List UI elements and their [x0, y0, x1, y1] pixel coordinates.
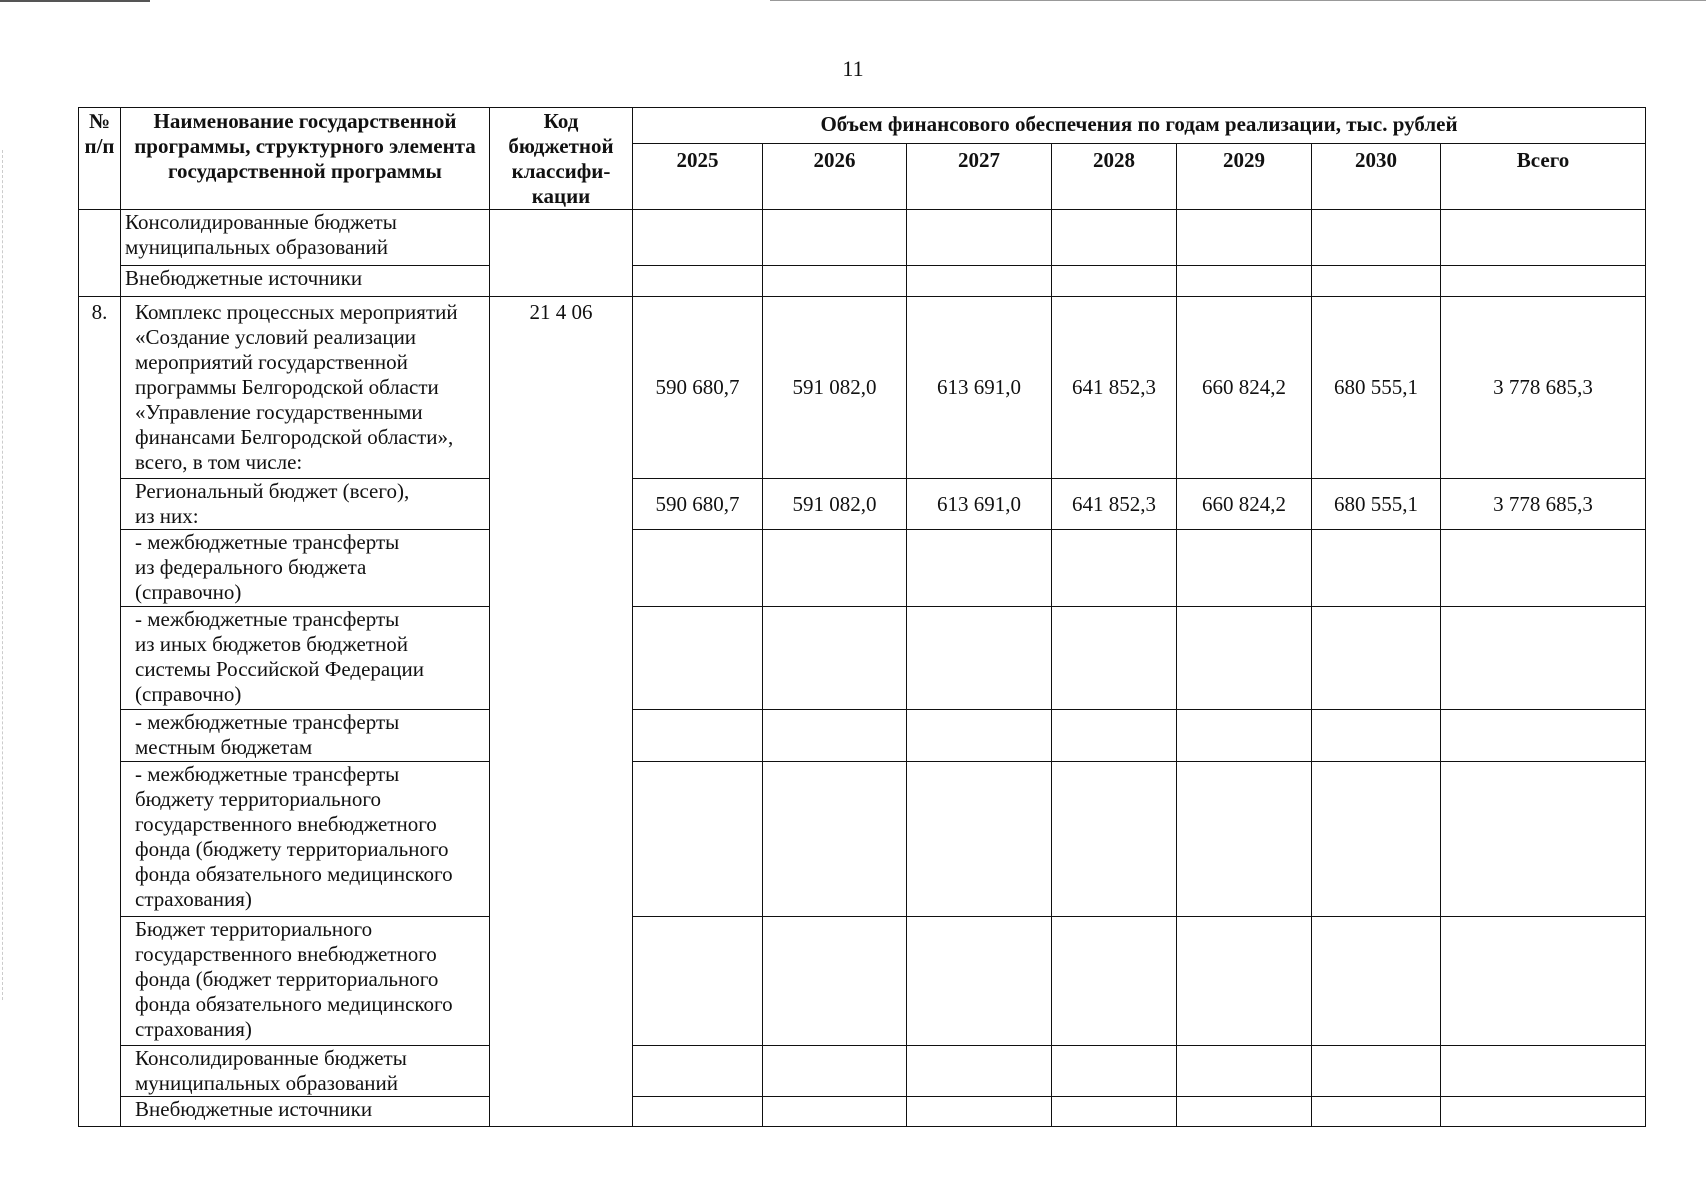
value-cell — [633, 1046, 763, 1097]
value-cell: 680 555,1 — [1312, 297, 1441, 479]
value-cell — [1312, 1046, 1441, 1097]
value-cell — [1441, 1046, 1646, 1097]
page-number: 11 — [842, 56, 864, 81]
value-cell — [1177, 762, 1312, 917]
header-volume: Объем финансового обеспечения по годам реализации, тыс. рублей — [633, 108, 1646, 144]
value-cell — [633, 530, 763, 607]
table-row — [79, 607, 1646, 710]
header-code: Код бюджетной классифи-кации — [490, 108, 633, 210]
financing-table — [78, 107, 1646, 1127]
value-cell — [1177, 266, 1312, 297]
value-cell — [1177, 917, 1312, 1046]
value-cell: 590 680,7 — [633, 297, 763, 479]
table-row — [79, 210, 1646, 266]
value-cell — [1177, 1046, 1312, 1097]
value-cell — [1052, 762, 1177, 917]
row-name: - межбюджетные трансферты из иных бюджетов бюджетной системы Российской Федерации (справочно) — [121, 607, 490, 710]
value-cell — [1312, 210, 1441, 266]
value-cell: 590 680,7 — [633, 479, 763, 530]
scan-edge-left — [2, 150, 4, 1000]
value-cell — [907, 530, 1052, 607]
value-cell — [907, 1097, 1052, 1127]
header-index: № п/п — [79, 108, 121, 210]
value-cell: 613 691,0 — [907, 479, 1052, 530]
value-cell — [907, 266, 1052, 297]
value-cell — [633, 710, 763, 762]
row-name: - межбюджетные трансферты бюджету территориального государственного внебюджетного фонда (бюджету территориального фонда обязательного медицинского страхования) — [121, 762, 490, 917]
value-cell — [907, 210, 1052, 266]
value-cell: 660 824,2 — [1177, 479, 1312, 530]
value-cell — [1052, 210, 1177, 266]
value-cell — [1312, 607, 1441, 710]
value-cell — [907, 1046, 1052, 1097]
value-cell — [907, 762, 1052, 917]
value-cell — [1441, 1097, 1646, 1127]
table-row — [79, 1097, 1646, 1127]
header-year-2029: 2029 — [1177, 144, 1312, 210]
value-cell — [1052, 1097, 1177, 1127]
value-cell — [763, 210, 907, 266]
value-cell — [1312, 266, 1441, 297]
value-cell — [1052, 710, 1177, 762]
value-cell — [1177, 607, 1312, 710]
value-cell: 591 082,0 — [763, 479, 907, 530]
row-name: Региональный бюджет (всего), из них: — [121, 479, 490, 530]
table-row — [79, 297, 1646, 479]
value-cell — [763, 917, 907, 1046]
section-code: 21 4 06 — [490, 297, 633, 1127]
row-name: Консолидированные бюджеты муниципальных образований — [121, 210, 490, 266]
value-cell — [1441, 607, 1646, 710]
header-name: Наименование государственной программы, структурного элемента государственной программы — [121, 108, 490, 210]
value-cell — [1312, 530, 1441, 607]
value-cell — [1441, 530, 1646, 607]
value-cell — [1052, 266, 1177, 297]
table-row — [79, 266, 1646, 297]
value-cell — [1441, 917, 1646, 1046]
value-cell — [763, 1097, 907, 1127]
value-cell: 591 082,0 — [763, 297, 907, 479]
code-cell-empty — [490, 210, 633, 297]
row-name: - межбюджетные трансферты из федерального бюджета (справочно) — [121, 530, 490, 607]
value-cell: 641 852,3 — [1052, 297, 1177, 479]
value-cell: 660 824,2 — [1177, 297, 1312, 479]
table-row — [79, 710, 1646, 762]
value-cell — [763, 1046, 907, 1097]
header-year-2026: 2026 — [763, 144, 907, 210]
value-cell: 613 691,0 — [907, 297, 1052, 479]
value-cell — [1052, 530, 1177, 607]
value-cell: 3 778 685,3 — [1441, 479, 1646, 530]
value-cell — [763, 266, 907, 297]
row-name: - межбюджетные трансферты местным бюджетам — [121, 710, 490, 762]
value-cell — [907, 710, 1052, 762]
value-cell — [633, 762, 763, 917]
value-cell — [907, 917, 1052, 1046]
value-cell — [633, 607, 763, 710]
row-name: Внебюджетные источники — [121, 1097, 490, 1127]
value-cell — [633, 917, 763, 1046]
row-name: Бюджет территориального государственного внебюджетного фонда (бюджет территориального фонда обязательного медицинского страхования) — [121, 917, 490, 1046]
row-name: Консолидированные бюджеты муниципальных образований — [121, 1046, 490, 1097]
header-year-2030: 2030 — [1312, 144, 1441, 210]
value-cell — [1312, 762, 1441, 917]
table-row — [79, 1046, 1646, 1097]
scan-edge-top-left — [0, 0, 150, 2]
value-cell — [633, 1097, 763, 1127]
scan-edge-top-right — [770, 0, 1706, 1]
header-total: Всего — [1441, 144, 1646, 210]
value-cell: 641 852,3 — [1052, 479, 1177, 530]
row-name: Внебюджетные источники — [121, 266, 490, 297]
value-cell — [633, 266, 763, 297]
value-cell — [763, 607, 907, 710]
value-cell — [763, 530, 907, 607]
table-row — [79, 530, 1646, 607]
row-name: Комплекс процессных мероприятий «Создание условий реализации мероприятий государственной программы Белгородской области «Управление государственными финансами Белгородской области», всего, в том числе: — [121, 297, 490, 479]
value-cell — [1441, 210, 1646, 266]
table-row — [79, 917, 1646, 1046]
value-cell — [1052, 607, 1177, 710]
index-cell-empty — [79, 210, 121, 297]
table-row — [79, 479, 1646, 530]
value-cell — [907, 607, 1052, 710]
value-cell — [1052, 917, 1177, 1046]
value-cell — [1312, 1097, 1441, 1127]
value-cell — [1052, 1046, 1177, 1097]
value-cell — [763, 762, 907, 917]
table-row — [79, 762, 1646, 917]
section-index: 8. — [79, 297, 121, 1127]
value-cell — [1441, 266, 1646, 297]
header-year-2025: 2025 — [633, 144, 763, 210]
value-cell — [1312, 710, 1441, 762]
value-cell — [1177, 210, 1312, 266]
value-cell: 680 555,1 — [1312, 479, 1441, 530]
value-cell — [1177, 1097, 1312, 1127]
value-cell — [1441, 710, 1646, 762]
value-cell — [1312, 917, 1441, 1046]
value-cell: 3 778 685,3 — [1441, 297, 1646, 479]
header-year-2028: 2028 — [1052, 144, 1177, 210]
header-year-2027: 2027 — [907, 144, 1052, 210]
value-cell — [1177, 710, 1312, 762]
value-cell — [1177, 530, 1312, 607]
value-cell — [633, 210, 763, 266]
value-cell — [763, 710, 907, 762]
value-cell — [1441, 762, 1646, 917]
